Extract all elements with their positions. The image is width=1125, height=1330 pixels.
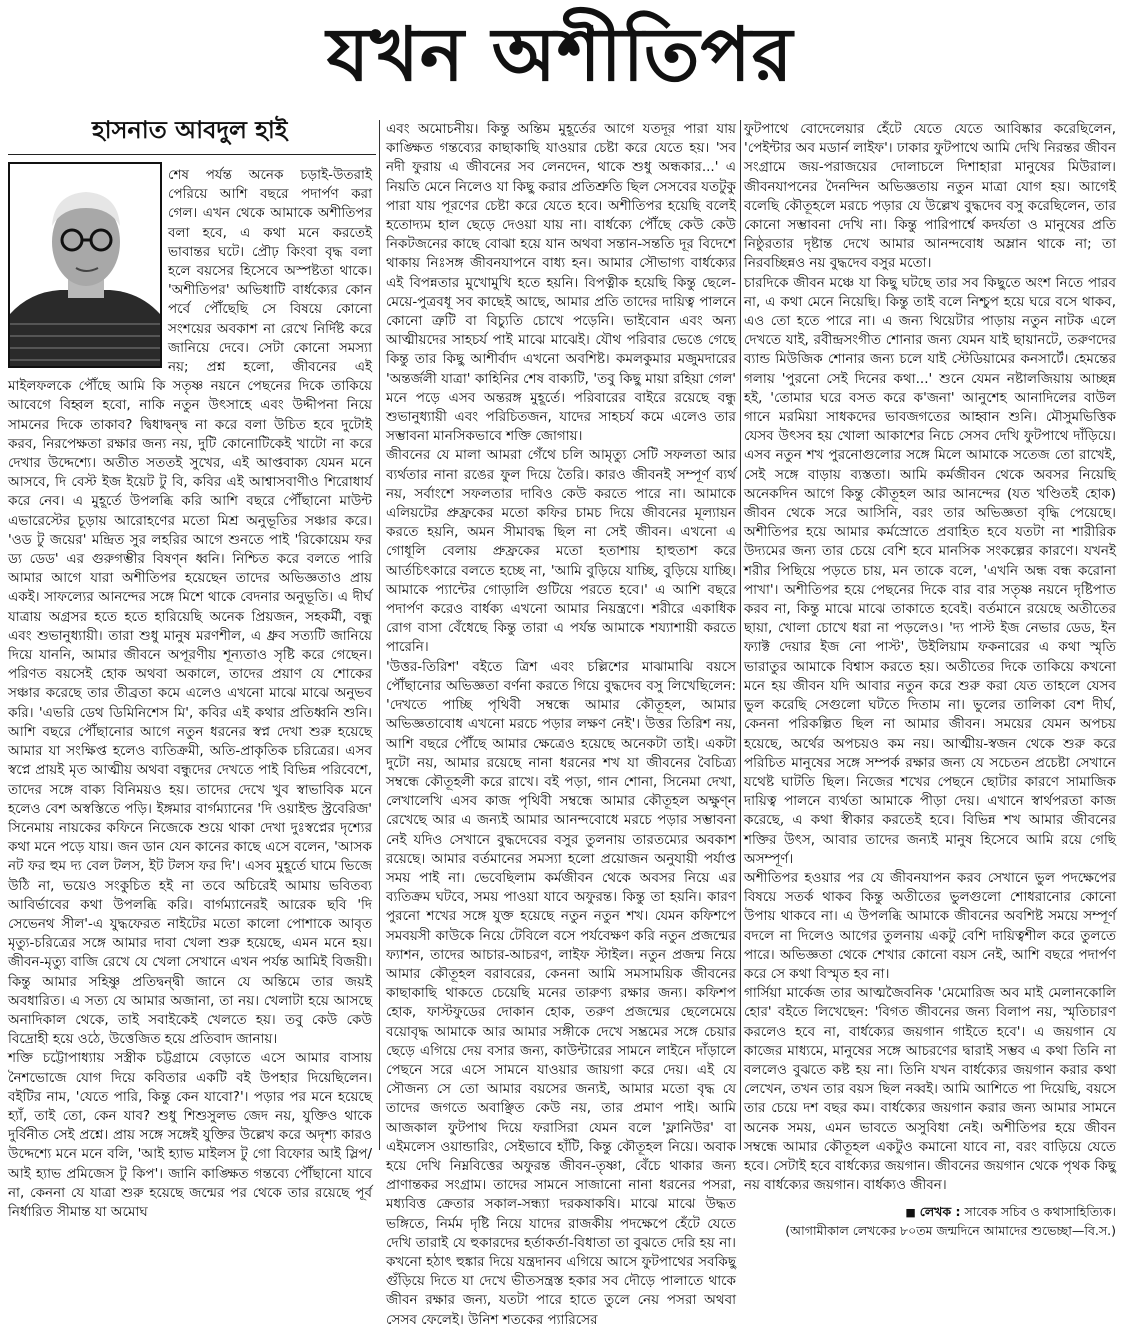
paragraph: ফুটপাথে বোদেলেয়ার হেঁটে যেতে যেতে আবিষ্কার করেছিলেন, 'পেইন্টার অব মডার্ন লাইফ'। ঢাকার ফুটপাথে আমি দেখি নিরন্তর জীবন সংগ্রামে জয়-পরাজয়ের দোলাচলে দিশাহারা মানুষের মিউরাল। জীবনযাপনের দৈনন্দিন অভিজ্ঞতায় নতুন মাত্রা যোগ হয়। আগেই বলেছি কৌতূহলে মরচে পড়ার যে উল্লেখ বুদ্ধদেব বসু করেছিলেন, তার কোনো সম্ভাবনা দেখি না। কিন্তু পারিপার্শ্বে কদর্যতা ও মানুষের প্রতি নিষ্ঠুরতার দৃষ্টান্ত দেখে আমার আনন্দবোধ অম্লান থাকে না; তা নিরবচ্ছিন্নও নয় বুদ্ধদেব বসুর মতো। — [744, 121, 1116, 272]
article-column-1 — [8, 166, 372, 1220]
column-divider-2 — [740, 120, 741, 1150]
paragraph: শেষ পর্যন্ত অনেক চড়াই-উতরাই পেরিয়ে আশি বছরে পদার্পণ করা গেল। এখন থেকে আমাকে অশীতিপর বলা হবে, এ কথা মনে করতেই ভাবান্তর ঘটে। প্রৌঢ় কিংবা বৃদ্ধ বলা হলে বয়সের হিসেবে অস্পষ্টতা থাকে। 'অশীতিপর' অভিধাটি বার্ধক্যের কোন পর্বে পৌঁছেছি সে বিষয়ে কোনো সংশয়ের অবকাশ না রেখে নির্দিষ্ট করে জানিয়ে দেবে। সেটা কোনো সমস্যা নয়; প্রশ্ন হলো, জীবনের এই মাইলফলকে পৌঁছে আমি কি সতৃষ্ণ নয়নে পেছনের দিকে তাকিয়ে আবেগে বিহ্বল হবো, নাকি নতুন উৎসাহে এবং উদ্দীপনা নিয়ে সামনের দিকে তাকাব? দ্বিধাদ্বন্দ্ব না করে বলা উচিত হবে দুটোই করব, নিরপেক্ষতা রক্ষার জন্য নয়, দুটি কোনোটিকেই খাটো না করে দেখার উদ্দেশ্যে। অতীত সততই সুখের, এই আপ্তবাক্য যেমন মনে আসবে, দি বেস্ট ইজ ইয়েট টু বি, কবির এই আশ্বাসবাণীও শিরোধার্য করে নেব। এ মুহূর্তে উপলব্ধি করি আশি বছরে পৌঁছানো মাউন্ট এভারেস্টের চূড়ায় আরোহণের মতো মিশ্র অনুভূতির সঞ্চার করে। 'ওড টু জয়ের' মন্দ্রিত সুর লহরির আগে শুনতে পাই 'রিকোয়েম ফর ড্য ডেড' এর গুরুগম্ভীর বিষণ্ন ধ্বনি। নিশ্চিত করে বলতে পারি আমার আগে যারা অশীতিপর হয়েছেন তাদের অভিজ্ঞতাও প্রায় একই। সাফল্যের আনন্দের সঙ্গে মিশে থাকে বেদনার অনুভূতি। এ দীর্ঘ যাত্রায় অগ্রসর হতে হতে হারিয়েছি অনেক প্রিয়জন, সহকর্মী, বন্ধু এবং শুভানুধ্যায়ী। তারা শুধু মানুষ মরণশীল, এ ধ্রুব সত্যটি জানিয়ে দিয়ে যাননি, আমার জীবনে অপূরণীয় শূন্যতাও সৃষ্টি করে গেছেন। পরিণত বয়সেই হোক অথবা অকালে, তাদের প্রয়াণ যে শোকের সঞ্চার করেছে তার তীব্রতা কমে এলেও এখনো মাঝে মাঝে অনুভব করি। 'এভরি ডেথ ডিমিনিশেস মি', কবির এই কথার প্রতিধ্বনি শুনি। আশি বছরে পৌঁছানোর আগে নতুন ধরনের স্বপ্ন দেখা শুরু হয়েছে আমার যা সংক্ষিপ্ত হলেও ব্যতিক্রমী, অতি-প্রাকৃতিক চরিত্রের। এসব স্বপ্নে প্রায়ই মৃত আত্মীয় অথবা বন্ধুদের দেখতে পাই বিভিন্ন পরিবেশে, তাদের সঙ্গে বাক্য বিনিময়ও হয়। তাদের দেখে খুব স্বাভাবিক মনে হলেও বেশ অস্বস্তিতে পড়ি। ইঙ্গমার বার্গম্যানের 'দি ওয়াইল্ড স্ট্রবেরিজ' সিনেমায় নায়কের কফিনে নিজেকে শুয়ে থাকা দেখা দুঃস্বপ্নের দৃশ্যের কথা মনে পড়ে যায়। জন ডান যেন কানের কাছে এসে বলেন, 'আসক নট ফর হুম দ্য বেল টলস, ইট টলস ফর দি'। এসব মুহূর্তে ঘামে ভিজে উঠি না, ভয়েও সংকুচিত হই না তবে অচিরেই আমায় ভবিতব্য আবির্ভাবের কথা উপলব্ধি করি। বার্গম্যানেরই আরেক ছবি 'দি সেভেনথ সীল'-এ যুদ্ধফেরত নাইটের মতো কালো পোশাকে আবৃত মৃত্যু-চরিত্রের সঙ্গে আমার দাবা খেলা শুরু হয়েছে, এমন মনে হয়। জীবন-মৃত্যু বাজি রেখে যে খেলা সেখানে এখন পর্যন্ত আমিই বিজয়ী। কিন্তু আমার সহিষ্ণু প্রতিদ্বন্দ্বী জানে যে অন্তিমে তার জয়ই অবধারিত। এ সত্য যে আমার অজানা, তা নয়। খেলাটা হয়ে আসছে অনাদিকাল থেকে, তাই সবাইকেই খেলতে হয়। তবু কেউ কেউ বিদ্রোহী হয়ে ওঠে, উত্তেজিত হয়ে প্রতিবাদ জানায়। — [8, 167, 372, 1048]
author-footnote — [744, 1203, 1116, 1240]
paragraph: 'উত্তর-তিরিশ' বইতে ত্রিশ এবং চল্লিশের মাঝামাঝি বয়সে পৌঁছানোর অভিজ্ঞতা বর্ণনা করতে গিয়ে বুদ্ধদেব বসু লিখেছিলেন: 'দেখতে পাচ্ছি পৃথিবী সম্বন্ধে আমার কৌতূহল, আমার অভিজ্ঞতাবোধ এখনো মরচে পড়ার লক্ষণ নেই'। উত্তর তিরিশ নয়, আশি বছরে পৌঁছে আমার ক্ষেত্রেও হয়েছে অনেকটা তাই। একটা দুটো নয়, আমার রয়েছে নানা ধরনের শখ যা জীবনের বৈচিত্র্য সম্বন্ধে কৌতূহলী করে রাখে। বই পড়া, গান শোনা, সিনেমা দেখা, লেখালেখি এসব কাজ পৃথিবী সম্বন্ধে আমার কৌতূহল অক্ষুণ্ন রেখেছে আর এ জন্যই আমার আনন্দবোধে মরচে পড়ার সম্ভাবনা নেই যদিও সেখানে বুদ্ধদেবের বসুর তুলনায় তারতম্যের অবকাশ রয়েছে। আমার বর্তমানের সমস্যা হলো প্রয়োজন অনুযায়ী পর্যাপ্ত সময় পাই না। ভেবেছিলাম কর্মজীবন থেকে অবসর নিয়ে এর ব্যতিক্রম ঘটবে, সময় পাওয়া যাবে অফুরন্ত। কিন্তু তা হয়নি। কারণ পুরনো শখের সঙ্গে যুক্ত হয়েছে নতুন নতুন শখ। যেমন কফিশপে সমবয়সী কাউকে নিয়ে টেবিলে বসে পর্যবেক্ষণ করি নতুন প্রজন্মের ফ্যাশন, তাদের আচার-আচরণ, লাইফ স্টাইল। নতুন প্রজন্ম নিয়ে আমার কৌতূহল বরাবরের, কেননা আমি সমসাময়িক জীবনের কাছাকাছি থাকতে চেয়েছি মনের তারুণ্য রক্ষার জন্য। কফিশপ হোক, ফাস্টফুডের দোকান হোক, তরুণ প্রজন্মের ছেলেমেয়ে বয়োবৃদ্ধ আমাকে আর আমার সঙ্গীকে দেখে সম্ভ্রমের সঙ্গে চেয়ার ছেড়ে এগিয়ে দেয় বসার জন্য, কাউন্টারের সামনে লাইনে দাঁড়ালে পেছনে সরে এসে সামনে যাওয়ার জায়গা করে দেয়। এই যে সৌজন্য সে তো আমার বয়সের জন্যই, আমার মতো বৃদ্ধ যে তাদের জগতে অবাঞ্ছিত কেউ নয়, তার প্রমাণ পাই। আমি আজকাল ফুটপাথ দিয়ে ফরাসিরা যেমন বলে 'ফ্লানিউর' বা এইমলেস ওয়ান্ডারিং, সেইভাবে হাঁটি, কিন্তু কৌতূহল নিয়ে। অবাক হয়ে দেখি নিম্নবিত্তের অফুরন্ত জীবন-তৃষ্ণা, বেঁচে থাকার জন্য প্রাণান্তকর সংগ্রাম। তাদের সামনে সাজানো নানা ধরনের পসরা, মধ্যবিত্ত ক্রেতার সকাল-সন্ধ্যা দরকষাকষি। মাঝে মাঝে উদ্ধত ভঙ্গিতে, নির্মম দৃষ্টি নিয়ে যাদের রাজকীয় পদক্ষেপে হেঁটে যেতে দেখি তারাই যে হুকারদের হর্তাকর্তা-বিধাতা তা বুঝতে দেরি হয় না। কখনো হঠাৎ হুঙ্কার দিয়ে যন্ত্রদানব এগিয়ে আসে ফুটপাথের সবকিছু গুঁড়িয়ে দিতে যা দেখে ভীতসন্ত্রস্ত হকার সব দৌড়ে পালাতে থাকে জীবন রক্ষার জন্য, যতটা পারে হাতে তুলে নেয় পসরা অথবা সেসব ফেলেই। উনিশ শতকের প্যারিসের — [386, 658, 736, 1328]
paragraph: শক্তি চট্টোপাধ্যায় সস্ত্রীক চট্টগ্রামে বেড়াতে এসে আমার বাসায় নৈশভোজে যোগ দিয়ে কবিতার একটি বই উপহার দিয়েছিলেন। বইটির নাম, 'যেতে পারি, কিন্তু কেন যাবো?'। পড়ার পর মনে হয়েছে হ্যাঁ, তাই তো, কেন যাব? শুধু শিশুসুলভ জেদ নয়, যুক্তিও থাকে দুর্বিনীত সেই প্রশ্নে। প্রায় সঙ্গে সঙ্গেই যুক্তির উল্লেখ করে অদৃশ্য কারও উদ্দেশ্যে মনে মনে বলি, 'আই হ্যাভ মাইলস টু গো বিফোর আই স্লিপ/আই হ্যাভ প্রমিজেস টু কিপ'। জানি কাঙ্ক্ষিত গন্তব্যে পৌঁছানো যাবে না, কেননা যে যাত্রা শুরু হয়েছে জন্মের পর থেকে তার রয়েছে পূর্ব নির্ধারিত সীমান্ত যা অমোঘ — [8, 1050, 372, 1220]
byline-rule — [8, 154, 376, 155]
photo-space — [8, 166, 168, 368]
footnote-label: লেখক : — [919, 1204, 961, 1220]
paragraph: জীবনের যে মালা আমরা গেঁথে চলি আমৃত্যু সেটি সফলতা আর ব্যর্থতার নানা রঙের ফুল দিয়ে তৈরি। কারও জীবনই সম্পূর্ণ ব্যর্থ নয়, সর্বাংশে সফলতার দাবিও কেউ করতে পারে না। আমাকে এলিয়টের প্রুফ্রকের মতো কফির চামচ দিয়ে জীবনের মূল্যায়ন করতে হয়নি, অমন সীমাবদ্ধ ছিল না সেই জীবন। এখনো এ গোধূলি বেলায় প্রুফ্রকের মতো হতাশায় হাহুতাশ করে আর্তচিৎকারে বলতে হচ্ছে না, 'আমি বুড়িয়ে যাচ্ছি, বুড়িয়ে যাচ্ছি। আমাকে প্যান্টের গোড়ালি গুটিয়ে পরতে হবে।' এ আশি বছরে পদার্পণ করেও বার্ধক্য এখনো আমার নিয়ন্ত্রণে। শরীরে একাধিক রোগ বাসা বেঁধেছে কিন্তু তারা এ পর্যন্ত আমাকে শয্যাশায়ী করতে পারেনি। — [386, 447, 736, 656]
paragraph: অশীতিপর হওয়ার পর যে জীবনযাপন করব সেখানে ভুল পদক্ষেপের বিষয়ে সতর্ক থাকব কিন্তু অতীতের ভুলগুলো শোধরানোর কোনো উপায় থাকবে না। এ উপলব্ধি আমাকে জীবনের অবশিষ্ট সময়ে সম্পূর্ণ বদলে না দিলেও আগের তুলনায় একটু বেশি দায়িত্বশীল করে তুলতে পারে। অভিজ্ঞতা থেকে শেখার কোনো বয়স নেই, আশি বছরে পদার্পণ করে সে কথা বিস্মৃত হব না। — [744, 869, 1116, 982]
footnote-author: সাবেক সচিব ও কথাসাহিত্যিক। — [964, 1204, 1116, 1220]
paragraph: চারদিকে জীবন মঞ্চে যা কিছু ঘটছে তার সব কিছুতে অংশ নিতে পারব না, এ কথা মেনে নিয়েছি। কিন্তু তাই বলে নিশ্চুপ হয়ে ঘরে বসে থাকব, এও তো হতে পারে না। এ জন্য থিয়েটার পাড়ায় নতুন নাটক এলে দেখতে যাই, রবীন্দ্রসংগীত শোনার জন্য যেমন যাই ছায়ানটে, তরুণদের ব্যান্ড মিউজিক শোনার জন্য চলে যাই স্টেডিয়ামের কনসার্টে। হেমন্তের গলায় 'পুরনো সেই দিনের কথা...' শুনে যেমন নষ্টালজিয়ায় আচ্ছন্ন হই, 'তোমার ঘরে বসত করে ক'জনা' আনুশেহ আনাদিলের বাউল গানে মরমিয়া সাধকদের ভাবজগতের আহ্বান শুনি। মৌসুমভিত্তিক যেসব উৎসব হয় খোলা আকাশের নিচে সেসব দেখি ফুটপাথে দাঁড়িয়ে। এসব নতুন শখ পুরনোগুলোর সঙ্গে মিলে আমাকে সতেজ তো রাখেই, সেই সঙ্গে বাড়ায় ব্যস্ততা। আমি কর্মজীবন থেকে অবসর নিয়েছি অনেকদিন আগে কিন্তু কৌতূহল আর আনন্দের (যত খণ্ডিতই হোক) জীবন থেকে সরে আসিনি, বরং তার অভিজ্ঞতা বৃদ্ধি পেয়েছে। অশীতিপর হয়ে আমার কর্মস্রোতে প্রবাহিত হবে যতটা না শারীরিক উদ্যমের জন্য তার চেয়ে বেশি হবে মানসিক সংকল্পের কারণে। যখনই শরীর পিছিয়ে পড়তে চায়, মন তাকে বলে, 'এখনি অন্ধ বন্ধ করোনা পাখা'। অশীতিপর হয়ে পেছনের দিকে বার বার সতৃষ্ণ নয়নে দৃষ্টিপাত করব না, কিন্তু মাঝে মাঝে তাকাতে হবেই। বর্তমানে রয়েছে অতীতের ছায়া, খোলা চোখে ধরা না পড়লেও। 'দ্য পাস্ট ইজ নেভার ডেড, ইন ফ্যাক্ট দেয়ার ইজ নো পাস্ট', উইলিয়াম ফকনারের এ কথা স্মৃতি ভারাতুর আমাকে বিশ্বাস করতে হয়। অতীতের দিকে তাকিয়ে কখনো মনে হয় জীবন যদি আবার নতুন করে শুরু করা যেত তাহলে যেসব ভুল করেছি সেগুলো ঘটতে দিতাম না। ভুলের তালিকা বেশ দীর্ঘ, কেননা পরিকল্পিত ছিল না আমার জীবন। সময়ের যেমন অপচয় হয়েছে, অর্থের অপচয়ও কম নয়। আত্মীয়-স্বজন থেকে শুরু করে পরিচিত মানুষের সঙ্গে সম্পর্ক রক্ষার জন্য যে সচেতন প্রচেষ্টা সেখানে যথেষ্ট ঘাটতি ছিল। নিজের শখের পেছনে ছোটার কারণে সামাজিক দায়িত্ব পালনে ব্যর্থতা আমাকে পীড়া দেয়। এখানে স্বার্থপরতা কাজ করেছে, এ কথা স্বীকার করতেই হবে। বিভিন্ন শখ আমার জীবনের শক্তির উৎস, আবার তাদের জন্যই মানুষ হিসেবে আমি রয়ে গেছি অসম্পূর্ণ। — [744, 274, 1116, 867]
article-column-3 — [744, 120, 1116, 1239]
footnote-note: (আগামীকাল লেখকের ৮০তম জন্মদিনে আমাদের শুভেচ্ছা—বি.স.) — [785, 1223, 1116, 1239]
byline: হাসনাত আবদুল হাই — [92, 116, 288, 144]
paragraph: এবং অমোচনীয়। কিন্তু অন্তিম মুহূর্তের আগে যতদূর পারা যায় কাঙ্ক্ষিত গন্তব্যের কাছাকাছি যাওয়ার চেষ্টা করে যেতে হয়। 'সব নদী ফুরায় এ জীবনের সব লেনদেন, থাকে শুধু অন্ধকার...' এ নিয়তি মেনে নিলেও যা কিছু করার প্রতিশ্রুতি ছিল সেসবের যতটুকু পারা যায় পূরণের চেষ্টা করে যেতে হবে। অশীতিপর হয়েছি বলেই হতোদ্যম হাল ছেড়ে দেওয়া যায় না। বার্ধক্যে পৌঁছে কেউ কেউ নিকটজনের কাছে বোঝা হয়ে যান অথবা সন্তান-সন্ততি দূর বিদেশে থাকায় নিঃসঙ্গ জীবনযাপনে বাধ্য হন। আমার সৌভাগ্য বার্ধক্যের এই বিপন্নতার মুখোমুখি হতে হয়নি। বিপত্নীক হয়েছি কিন্তু ছেলে-মেয়ে-পুত্রবধূ সব কাছেই আছে, আমার প্রতি তাদের দায়িত্ব পালনে কোনো ত্রুটি বা বিচ্যুতি চোখে পড়েনি। ভাইবোন এবং অন্য আত্মীয়দের সাহচর্য পাই মাঝে মাঝেই। যৌথ পরিবার ভেঙে গেছে কিন্তু তার কিছু আশীর্বাদ এখনো অবশিষ্ট। কমলকুমার মজুমদারের 'অন্তর্জলী যাত্রা' কাহিনির শেষ বাক্যটি, 'তবু কিছু মায়া রহিয়া গেল' মনে পড়ে এসব অন্তরঙ্গ মুহূর্তে। পরিবারের বাইরে রয়েছে বন্ধু শুভানুধ্যায়ী এবং পরিচিতজন, যাদের সাহচর্য কমে এলেও তার সম্ভাবনা মানসিকভাবে শক্তি জোগায়। — [386, 121, 736, 445]
square-bullet-icon: ■ — [905, 1206, 916, 1220]
paragraph: গার্সিয়া মার্কেজ তার আত্মজৈবনিক 'মেমোরিজ অব মাই মেলানকোলি হোর' বইতে লিখেছেন: 'বিগত জীবনের জন্য বিলাপ নয়, স্মৃতিচারণ করলেও হবে না, বার্ধক্যের জয়গান গাইতে হবে'। এ জয়গান যে কাজের মাধ্যমে, মানুষের সঙ্গে আচরণের দ্বারাই সম্ভব এ কথা তিনি না বললেও বুঝতে কষ্ট হয় না। তিনি যখন বার্ধক্যের জয়গান করার কথা লেখেন, তখন তার বয়স ছিল নব্বই। আমি আশিতে পা দিয়েছি, বয়সে তার চেয়ে দশ বছর কম। বার্ধক্যের জয়গান করার জন্য আমার সামনে অনেক সময়, এমন ভাবতে অসুবিধা নেই। অশীতিপর হয়ে জীবন সম্বন্ধে আমার কৌতূহল একটুও কমানো যাবে না, বরং বাড়িয়ে যেতে হবে। সেটাই হবে বার্ধক্যের জয়গান। জীবনের জয়গান থেকে পৃথক কিছু নয় বার্ধক্যের জয়গান। বার্ধক্যও জীবন। — [744, 985, 1116, 1194]
headline: যখন অশীতিপর — [326, 12, 794, 98]
column-divider-1 — [379, 120, 380, 1150]
article-column-2 — [386, 120, 736, 1328]
